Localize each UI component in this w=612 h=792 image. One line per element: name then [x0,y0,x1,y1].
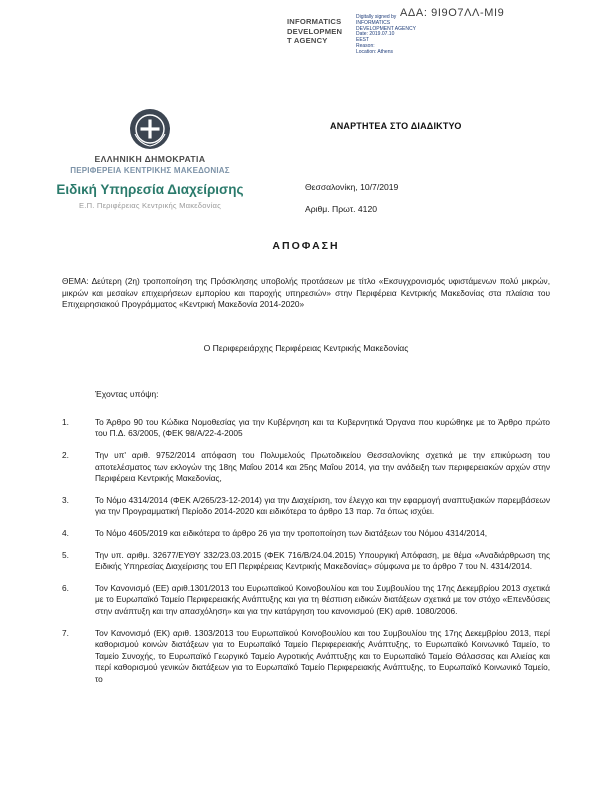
item-text: Την υπ' αριθ. 9752/2014 απόφαση του Πολυμελούς Πρωτοδικείου Θεσσαλονίκης σχετικά με την επικύρωση του αποτελέσματος των εκλογών της 18ης Μαΐου 2014 και 25ης Μαΐου 2014, για την ανάδειξη των περιφερειακών αρχών στην Περιφέρεια Κεντρικής Μακεδονίας, [95,449,550,484]
issuer-line: Ο Περιφερειάρχης Περιφέρειας Κεντρικής Μακεδονίας [203,342,409,353]
document-body [62,240,550,695]
signature-detail-line: Reason: [356,42,375,49]
item-number: 1. [62,416,69,427]
signature-detail-line: Date: 2019.07.10 [356,31,395,38]
list-item [62,583,550,618]
anartitea-label: ΑΝΑΡΤΗΤΕΑ ΣΤΟ ΔΙΑΔΙΚΤΥΟ [330,121,462,131]
list-item [62,528,550,540]
list-item [62,550,550,573]
legal-basis-list [62,417,550,686]
signature-detail-line: DEVELOPMENT AGENCY [356,25,416,32]
place-date: Θεσσαλονίκη, 10/7/2019 [305,182,399,192]
signature-agency-line: T AGENCY [287,36,328,45]
signature-agency-name [287,17,359,46]
item-number: 2. [62,449,69,460]
signature-detail-line: Location: Athens [356,48,393,55]
list-item [62,417,550,440]
item-number: 4. [62,527,69,538]
signature-detail-line: INFORMATICS [356,19,391,26]
item-text: Το Νόμο 4605/2019 και ειδικότερα το άρθρο 26 για την τροποποίηση των διατάξεων του Νόμου 4314/2014, [95,527,488,538]
list-item [62,495,550,518]
signature-detail-line: Digitally signed by [356,14,397,20]
item-text: Το Νόμο 4314/2014 (ΦΕΚ Α/265/23-12-2014) για την Διαχείριση, τον έλεγχο και την εφαρμογή αναπτυξιακών παρεμβάσεων για την Προγραμματική Περίοδο 2014-2020 και ειδικότερα το άρθρο 13 παρ. 7α όπως ισχύει. [95,494,550,517]
subject-paragraph: ΘΕΜΑ: Δεύτερη (2η) τροποποίηση της Πρόσκλησης υποβολής προτάσεων με τίτλο «Εκσυγχρονισμός υφιστάμενων πολύ μικρών, μικρών και μεσαίων επιχειρήσεων εμπορίου και παροχής υπηρεσιών» στην Περιφέρεια Κεντρικής Μακεδονίας στα πλαίσια του Επιχειρησιακού Προγράμματος «Κεντρική Μακεδονία 2014-2020» [62,276,550,310]
having-regard-label: Έχοντας υπόψη: [95,388,159,399]
item-text: Το Άρθρο 90 του Κώδικα Νομοθεσίας για την Κυβέρνηση και τα Κυβερνητικά Όργανα που κυρώθηκε με το Άρθρο πρώτο του Π.Δ. 63/2005, (ΦΕΚ 98/Α/22-4-2005 [95,416,550,439]
org-line-region: ΠΕΡΙΦΕΡΕΙΑ ΚΕΝΤΡΙΚΗΣ ΜΑΚΕΔΟΝΙΑΣ [70,166,230,175]
item-number: 7. [62,627,69,638]
list-item [62,450,550,485]
signature-agency-line: DEVELOPMEN [287,26,343,36]
item-text: Τον Κανονισμό (ΕΕ) αριθ.1301/2013 του Ευρωπαϊκού Κοινοβουλίου και του Συμβουλίου της 17ης Δεκεμβρίου 2013 σχετικά με το Ευρωπαϊκό Ταμείο Περιφερειακής Ανάπτυξης και για τη θέσπιση ειδικών διατάξεων σχετικά με τον στόχο «Επενδύσεις στην ανάπτυξη και την απασχόληση» και για την κατάργηση του κανονισμού (ΕΚ) αριθ. 1080/2006. [95,582,550,616]
protocol-number: Αριθμ. Πρωτ. 4120 [305,204,378,214]
decision-title: ΑΠΟΦΑΣΗ [272,240,340,252]
item-text: Την υπ. αριθμ. 32677/ΕΥΘΥ 332/23.03.2015 (ΦΕΚ 716/Β/24.04.2015) Υπουργική Απόφαση, με θέμα «Αναδιάρθρωση της Ειδικής Υπηρεσίας Διαχείρισης του ΕΠ Περιφέρειας Κεντρικής Μακεδονίας» σύμφωνα με το άρθρο 7 του Ν. 4314/2014. [95,549,550,572]
item-number: 6. [62,582,69,593]
item-number: 3. [62,494,69,505]
greek-republic-emblem-icon [129,108,171,150]
item-text: Τον Κανονισμό (ΕΚ) αριθ. 1303/2013 του Ευρωπαϊκού Κοινοβουλίου και του Συμβουλίου της 17ης Δεκεμβρίου 2013, περί καθορισμού κοινών διατάξεων για το Ευρωπαϊκό Ταμείο Περιφερειακής Ανάπτυξης, το Ευρωπαϊκό Κοινωνικό Ταμείο, το Ταμείο Συνοχής, το Ευρωπαϊκό Γεωργικό Ταμείο Αγροτικής Ανάπτυξης και το Ευρωπαϊκό Ταμείο Θάλασσας και Αλιείας και περί καθορισμού γενικών διατάξεων για το Ευρωπαϊκό Ταμείο Περιφερειακής Ανάπτυξης, το Ευρωπαϊκό Κοινωνικό Ταμείο, το [95,627,550,684]
ada-code: ΑΔΑ: 9Ι9Ο7ΛΛ-ΜΙ9 [400,7,505,19]
org-line-hellenic-republic: ΕΛΛΗΝΙΚΗ ΔΗΜΟΚΡΑΤΙΑ [94,154,206,164]
item-number: 5. [62,549,69,560]
org-line-op-region: Ε.Π. Περιφέρειας Κεντρικής Μακεδονίας [79,201,221,210]
org-line-managing-authority: Ειδική Υπηρεσία Διαχείρισης [56,182,244,197]
agency-logo-block [44,108,256,210]
digital-signature-details [356,15,426,56]
signature-detail-line: EEST [356,37,370,44]
list-item [62,628,550,686]
signature-agency-line: INFORMATICS [287,17,342,26]
